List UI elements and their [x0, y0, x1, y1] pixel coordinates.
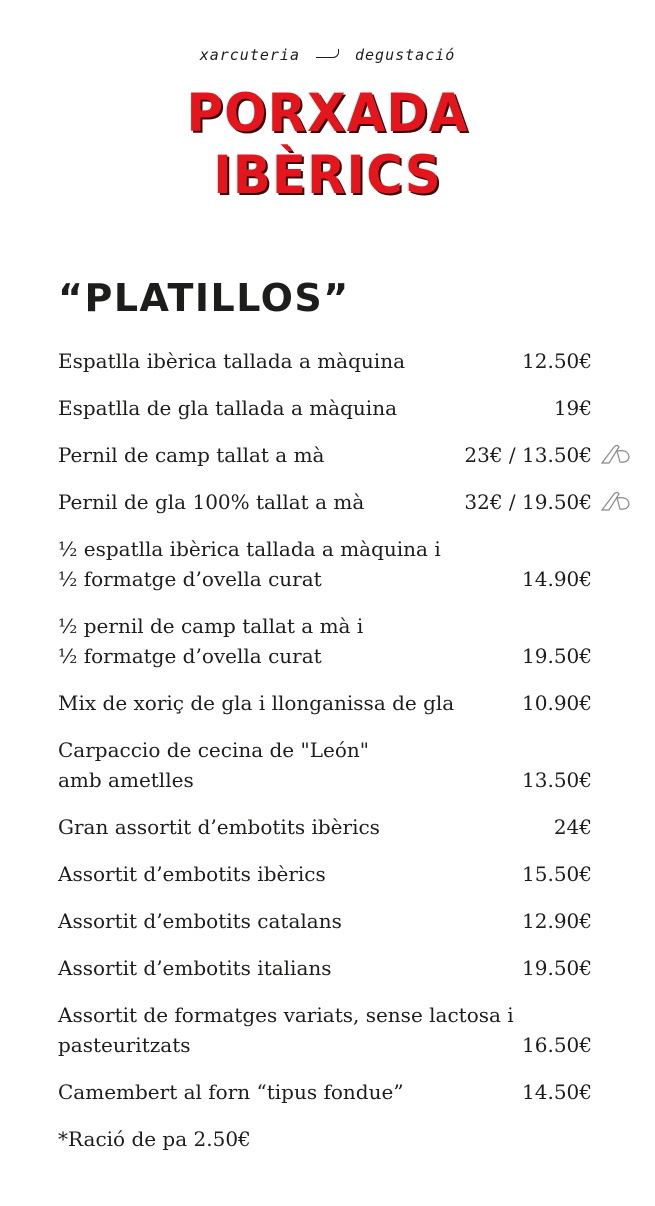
item-name-line2: ½ formatge d’ovella curat	[58, 644, 322, 668]
item-name: Gran assortit d’embotits ibèrics	[58, 815, 380, 839]
item-name-line1: Assortit de formatges variats, sense lactosa i	[58, 1003, 514, 1027]
knife-icon	[600, 490, 632, 512]
item-name-line1: Carpaccio de cecina de "León"	[58, 738, 369, 762]
item-name: Assortit d’embotits italians	[58, 956, 332, 980]
item-price: 12.90€	[522, 909, 592, 933]
tagline	[0, 46, 655, 64]
menu-item	[58, 1000, 638, 1060]
item-price: 16.50€	[522, 1033, 592, 1057]
menu-item	[58, 1077, 638, 1107]
item-price: 15.50€	[522, 862, 592, 886]
item-price: 14.90€	[522, 567, 592, 591]
item-price: 10.90€	[522, 691, 592, 715]
menu-item	[58, 487, 638, 517]
item-price: 19.50€	[522, 644, 592, 668]
item-price: 12.50€	[522, 349, 592, 373]
item-name: Assortit d’embotits ibèrics	[58, 862, 326, 886]
item-name-line1: ½ pernil de camp tallat a mà i	[58, 614, 364, 638]
item-name: Pernil de gla 100% tallat a mà	[58, 490, 365, 514]
item-name: Espatlla de gla tallada a màquina	[58, 396, 397, 420]
item-name-line2: pasteuritzats	[58, 1033, 191, 1057]
item-name: Espatlla ibèrica tallada a màquina	[58, 349, 405, 373]
menu-item	[58, 812, 638, 842]
menu-item	[58, 735, 638, 795]
item-price: 19.50€	[522, 956, 592, 980]
item-name-line1: ½ espatlla ibèrica tallada a màquina i	[58, 537, 441, 561]
menu-item	[58, 611, 638, 671]
menu-item	[58, 346, 638, 376]
menu-item	[58, 440, 638, 470]
item-name: Mix de xoriç de gla i llonganissa de gla	[58, 691, 455, 715]
item-price: 32€ / 19.50€	[464, 490, 592, 514]
menu-item	[58, 393, 638, 423]
item-name: Camembert al forn “tipus fondue”	[58, 1080, 404, 1104]
item-price: 19€	[553, 396, 592, 420]
tagline-left: xarcuteria	[199, 46, 300, 64]
item-name-line2: ½ formatge d’ovella curat	[58, 567, 322, 591]
bread-footnote: *Ració de pa 2.50€	[58, 1127, 251, 1151]
menu-item	[58, 953, 638, 983]
item-name: Assortit d’embotits catalans	[58, 909, 342, 933]
item-price: 23€ / 13.50€	[464, 443, 592, 467]
item-name: Pernil de camp tallat a mà	[58, 443, 325, 467]
tagline-right: degustació	[355, 46, 456, 64]
item-price: 24€	[553, 815, 592, 839]
menu-item	[58, 906, 638, 936]
logo-line-2: IBÈRICS	[213, 144, 442, 206]
logo-line-1: PORXADA	[186, 82, 469, 144]
knife-icon	[600, 443, 632, 465]
section-title: “PLATILLOS”	[58, 276, 350, 320]
item-name-line2: amb ametlles	[58, 768, 194, 792]
dash-icon	[316, 49, 339, 58]
item-price: 14.50€	[522, 1080, 592, 1104]
menu-item	[58, 534, 638, 594]
menu-item	[58, 688, 638, 718]
item-price: 13.50€	[522, 768, 592, 792]
menu-item	[58, 859, 638, 889]
